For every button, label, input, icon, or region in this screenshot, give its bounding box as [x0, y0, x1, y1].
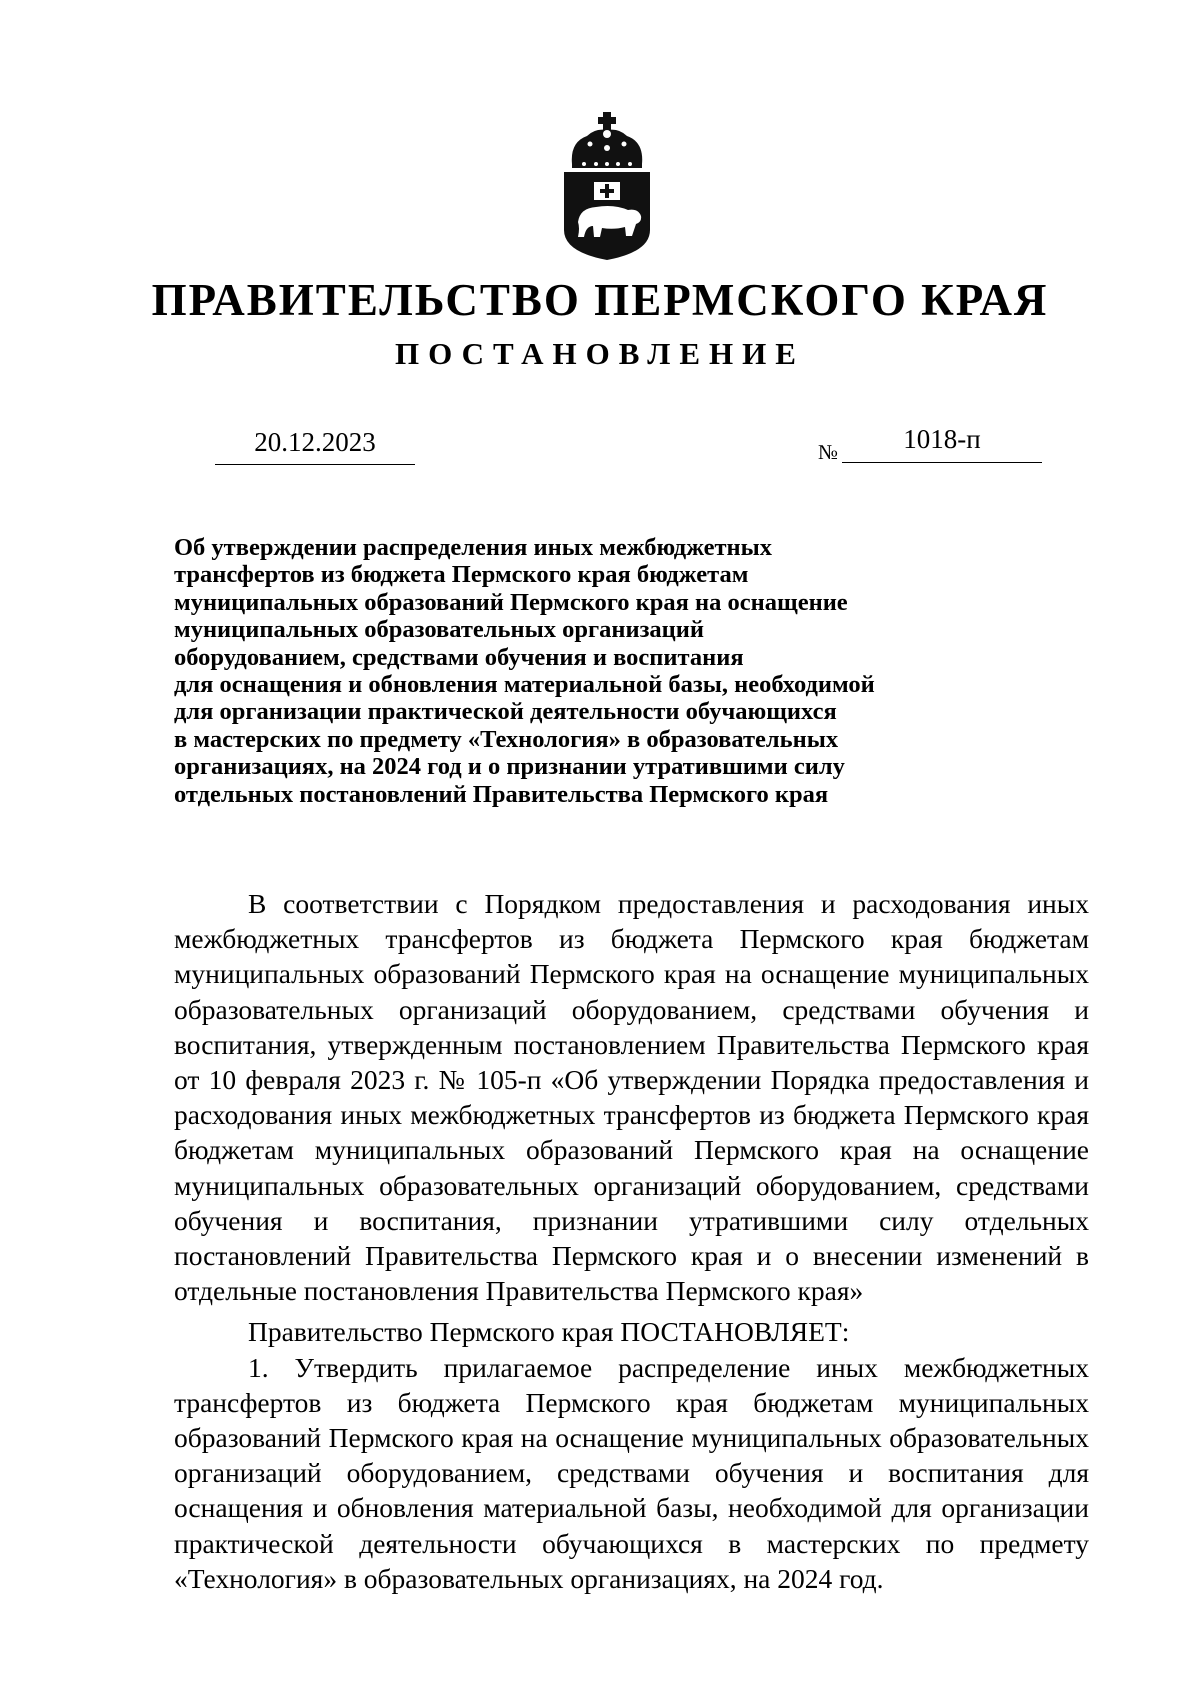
subject-line: муниципальных образований Пермского края на оснащение: [174, 588, 848, 616]
subject-line: отдельных постановлений Правительства Пермского края: [174, 780, 829, 808]
document-date-field: [215, 422, 415, 465]
preamble-paragraph: В соответствии с Порядком предоставления и расходования иных межбюджетных трансфертов из бюджета Пермского края бюджетам муниципальных образований Пермского края на оснащение муниципальных образовательных организаций оборудованием, средствами обучения и воспитания, утвержденным постановлением Правительства Пермского края от 10 февраля 2023 г. № 105-п «Об утверждении Порядка предоставления и расходования иных межбюджетных трансфертов из бюджета Пермского края бюджетам муниципальных образований Пермского края на оснащение муниципальных образовательных организаций оборудованием, средствами обучения и воспитания, признании утратившими силу отдельных постановлений Правительства Пермского края и о внесении изменений в отдельные постановления Правительства Пермского края»: [174, 888, 1089, 1307]
document-number-field: [842, 420, 1042, 463]
subject-line: муниципальных образовательных организаций: [174, 616, 705, 644]
document-type: ПОСТАНОВЛЕНИЕ: [395, 336, 805, 371]
document-date: 20.12.2023: [254, 427, 376, 457]
perm-krai-coat-of-arms-icon: [562, 112, 652, 262]
resolves-paragraph: Правительство Пермского края ПОСТАНОВЛЯЕТ:: [248, 1316, 850, 1348]
subject-line: оборудованием, средствами обучения и воспитания: [174, 643, 744, 671]
subject-line: Об утверждении распределения иных межбюджетных: [174, 534, 773, 561]
number-sign: №: [818, 440, 839, 464]
document-body: [174, 886, 1089, 1596]
document-subject: [174, 534, 1014, 808]
item-1-paragraph: 1. Утвердить прилагаемое распределение иных межбюджетных трансфертов из бюджета Пермского края бюджетам муниципальных образований Пермского края на оснащение муниципальных образовательных организаций оборудованием, средствами обучения и воспитания для оснащения и обновления материальной базы, необходимой для организации практической деятельности обучающихся в мастерских по предмету «Технология» в образовательных организациях, на 2024 год.: [174, 1351, 1089, 1594]
subject-line: в мастерских по предмету «Технология» в образовательных: [174, 725, 839, 753]
document-number: 1018-п: [903, 424, 981, 454]
subject-line: для организации практической деятельности обучающихся: [174, 698, 837, 726]
subject-line: для оснащения и обновления материальной базы, необходимой: [174, 671, 875, 699]
subject-line: организациях, на 2024 год и о признании утратившими силу: [174, 753, 845, 781]
subject-line: трансфертов из бюджета Пермского края бюджетам: [174, 561, 749, 589]
government-title: ПРАВИТЕЛЬСТВО ПЕРМСКОГО КРАЯ: [151, 275, 1049, 325]
